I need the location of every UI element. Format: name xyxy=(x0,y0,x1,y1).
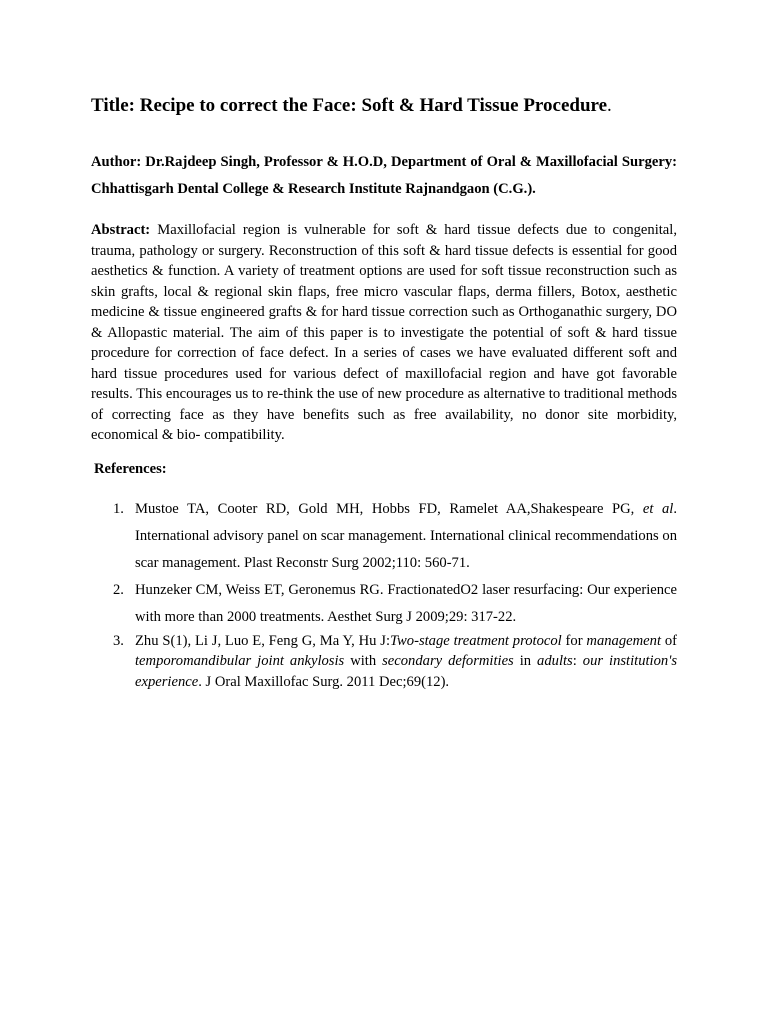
reference-segment: Zhu S(1), Li J, Luo E, Feng G, Ma Y, Hu J: xyxy=(135,632,391,649)
reference-text: Hunzeker CM, Weiss ET, Geronemus RG. FractionatedO2 laser resurfacing: Our experience with more than 2000 treatments. Aesthet Surg J 2009;29: 317-22. xyxy=(135,581,677,625)
reference-italic: adults xyxy=(537,653,573,669)
reference-segment: of xyxy=(661,632,677,649)
reference-segment: . J Oral Maxillofac Surg. 2011 Dec;69(12). xyxy=(198,673,450,690)
references-list xyxy=(91,496,677,693)
paper-title-text: Title: Recipe to correct the Face: Soft & Hard Tissue Procedure xyxy=(91,95,608,116)
reference-italic: management xyxy=(586,632,661,649)
reference-number: 1. xyxy=(113,500,124,517)
reference-segment: in xyxy=(513,653,538,669)
abstract-label: Abstract: xyxy=(91,222,151,238)
reference-italic: temporomandibular joint ankylosis xyxy=(135,653,345,669)
reference-number: 3. xyxy=(113,632,124,649)
abstract-paragraph xyxy=(91,220,677,446)
reference-number: 2. xyxy=(113,581,124,598)
reference-italic: Two-stage treatment protocol xyxy=(390,632,562,649)
abstract-text: Maxillofacial region is vulnerable for soft & hard tissue defects due to congenital, trauma, pathology or surgery. Reconstruction of this soft & hard tissue defects is essential for good aesthetics & function. A variety of treatment options are used for soft tissue reconstruction such as skin grafts, local & regional skin flaps, free micro vascular flaps, derma fillers, Botox, aesthetic medicine & tissue engineered grafts & for hard tissue correction such as Orthoganathic surgery, DO & Allopastic material. The aim of this paper is to investigate the potential of soft & hard tissue procedure for correction of face defect. In a series of cases we have evaluated different soft and hard tissue procedures used for various defect of maxillofacial region and have got favorable results. This encourages us to re-think the use of new procedure as alternative to traditional methods of correcting face as they have benefits such as free availability, no donor site morbidity, economical & bio- compatibility. xyxy=(91,222,677,443)
reference-segment: for xyxy=(561,632,587,649)
reference-italic: our institution's experience xyxy=(135,653,678,690)
reference-italic: secondary deformities xyxy=(382,653,514,669)
document-body xyxy=(91,93,677,692)
reference-text: . International advisory panel on scar management. International clinical recommendations on scar management. Plast Reconstr Surg 2002;110: 560-71. xyxy=(135,500,677,571)
author-line: Author: Dr.Rajdeep Singh, Professor & H.O.D, Department of Oral & Maxillofacial Surgery: Chhattisgarh Dental College & Research Institute Rajnandgaon (C.G.). xyxy=(91,154,677,197)
reference-text xyxy=(135,633,677,690)
reference-item-3 xyxy=(91,631,677,693)
reference-item-1 xyxy=(91,496,677,577)
reference-segment: with xyxy=(344,653,383,669)
paper-title-period: . xyxy=(607,95,612,116)
reference-italic: et al xyxy=(642,500,674,517)
reference-item-2 xyxy=(91,577,677,631)
reference-text: Mustoe TA, Cooter RD, Gold MH, Hobbs FD, Ramelet AA,Shakespeare PG, xyxy=(135,500,643,517)
paper-title xyxy=(91,93,677,119)
references-heading: References: xyxy=(94,460,167,477)
reference-segment: : xyxy=(572,653,583,669)
